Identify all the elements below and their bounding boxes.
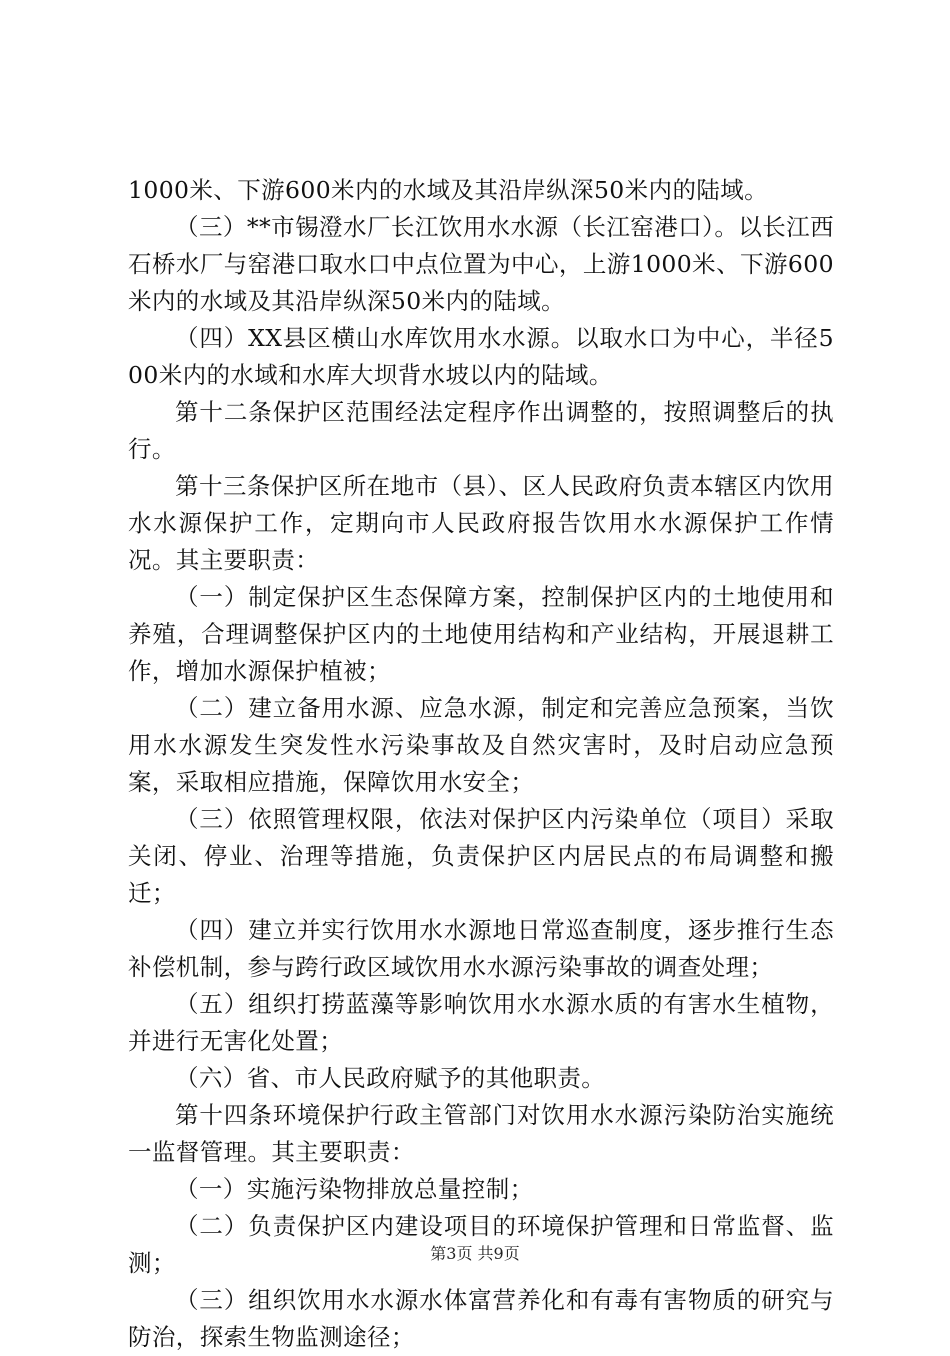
paragraph-3: （四）XX县区横山水库饮用水水源。以取水口为中心，半径500米内的水域和水库大坝背水坡以内的陆域。	[128, 324, 834, 389]
paragraph-5: 第十三条保护区所在地市（县）、区人民政府负责本辖区内饮用水水源保护工作，定期向市人民政府报告饮用水水源保护工作情况。其主要职责：	[128, 472, 834, 574]
document-body	[128, 172, 834, 1356]
page-number-footer: 第3页 共9页	[430, 1244, 520, 1263]
paragraph-13: （一）实施污染物排放总量控制；	[175, 1175, 534, 1203]
paragraph-1: 1000米、下游600米内的水域及其沿岸纵深50米内的陆域。	[128, 176, 769, 204]
paragraph-14: （二）负责保护区内建设项目的环境保护管理和日常监督、监测；	[128, 1212, 834, 1277]
paragraph-8: （三）依照管理权限，依法对保护区内污染单位（项目）采取关闭、停业、治理等措施，负责保护区内居民点的布局调整和搬迁；	[128, 805, 834, 907]
paragraph-6: （一）制定保护区生态保障方案，控制保护区内的土地使用和养殖，合理调整保护区内的土地使用结构和产业结构，开展退耕工作，增加水源保护植被；	[128, 583, 834, 685]
paragraph-11: （六）省、市人民政府赋予的其他职责。	[175, 1064, 606, 1092]
paragraph-9: （四）建立并实行饮用水水源地日常巡查制度，逐步推行生态补偿机制，参与跨行政区域饮用水水源污染事故的调查处理；	[128, 916, 834, 981]
paragraph-2: （三）**市锡澄水厂长江饮用水水源（长江窑港口）。以长江西石桥水厂与窑港口取水口中点位置为中心，上游1000米、下游600米内的水域及其沿岸纵深50米内的陆域。	[128, 213, 834, 315]
paragraph-15: （三）组织饮用水水源水体富营养化和有毒有害物质的研究与防治，探索生物监测途径；	[128, 1286, 834, 1351]
paragraph-12: 第十四条环境保护行政主管部门对饮用水水源污染防治实施统一监督管理。其主要职责：	[128, 1101, 834, 1166]
paragraph-7: （二）建立备用水源、应急水源，制定和完善应急预案，当饮用水水源发生突发性水污染事故及自然灾害时，及时启动应急预案，采取相应措施，保障饮用水安全；	[128, 694, 834, 796]
paragraph-10: （五）组织打捞蓝藻等影响饮用水水源水质的有害水生植物，并进行无害化处置；	[128, 990, 834, 1055]
paragraph-4: 第十二条保护区范围经法定程序作出调整的，按照调整后的执行。	[128, 398, 834, 463]
